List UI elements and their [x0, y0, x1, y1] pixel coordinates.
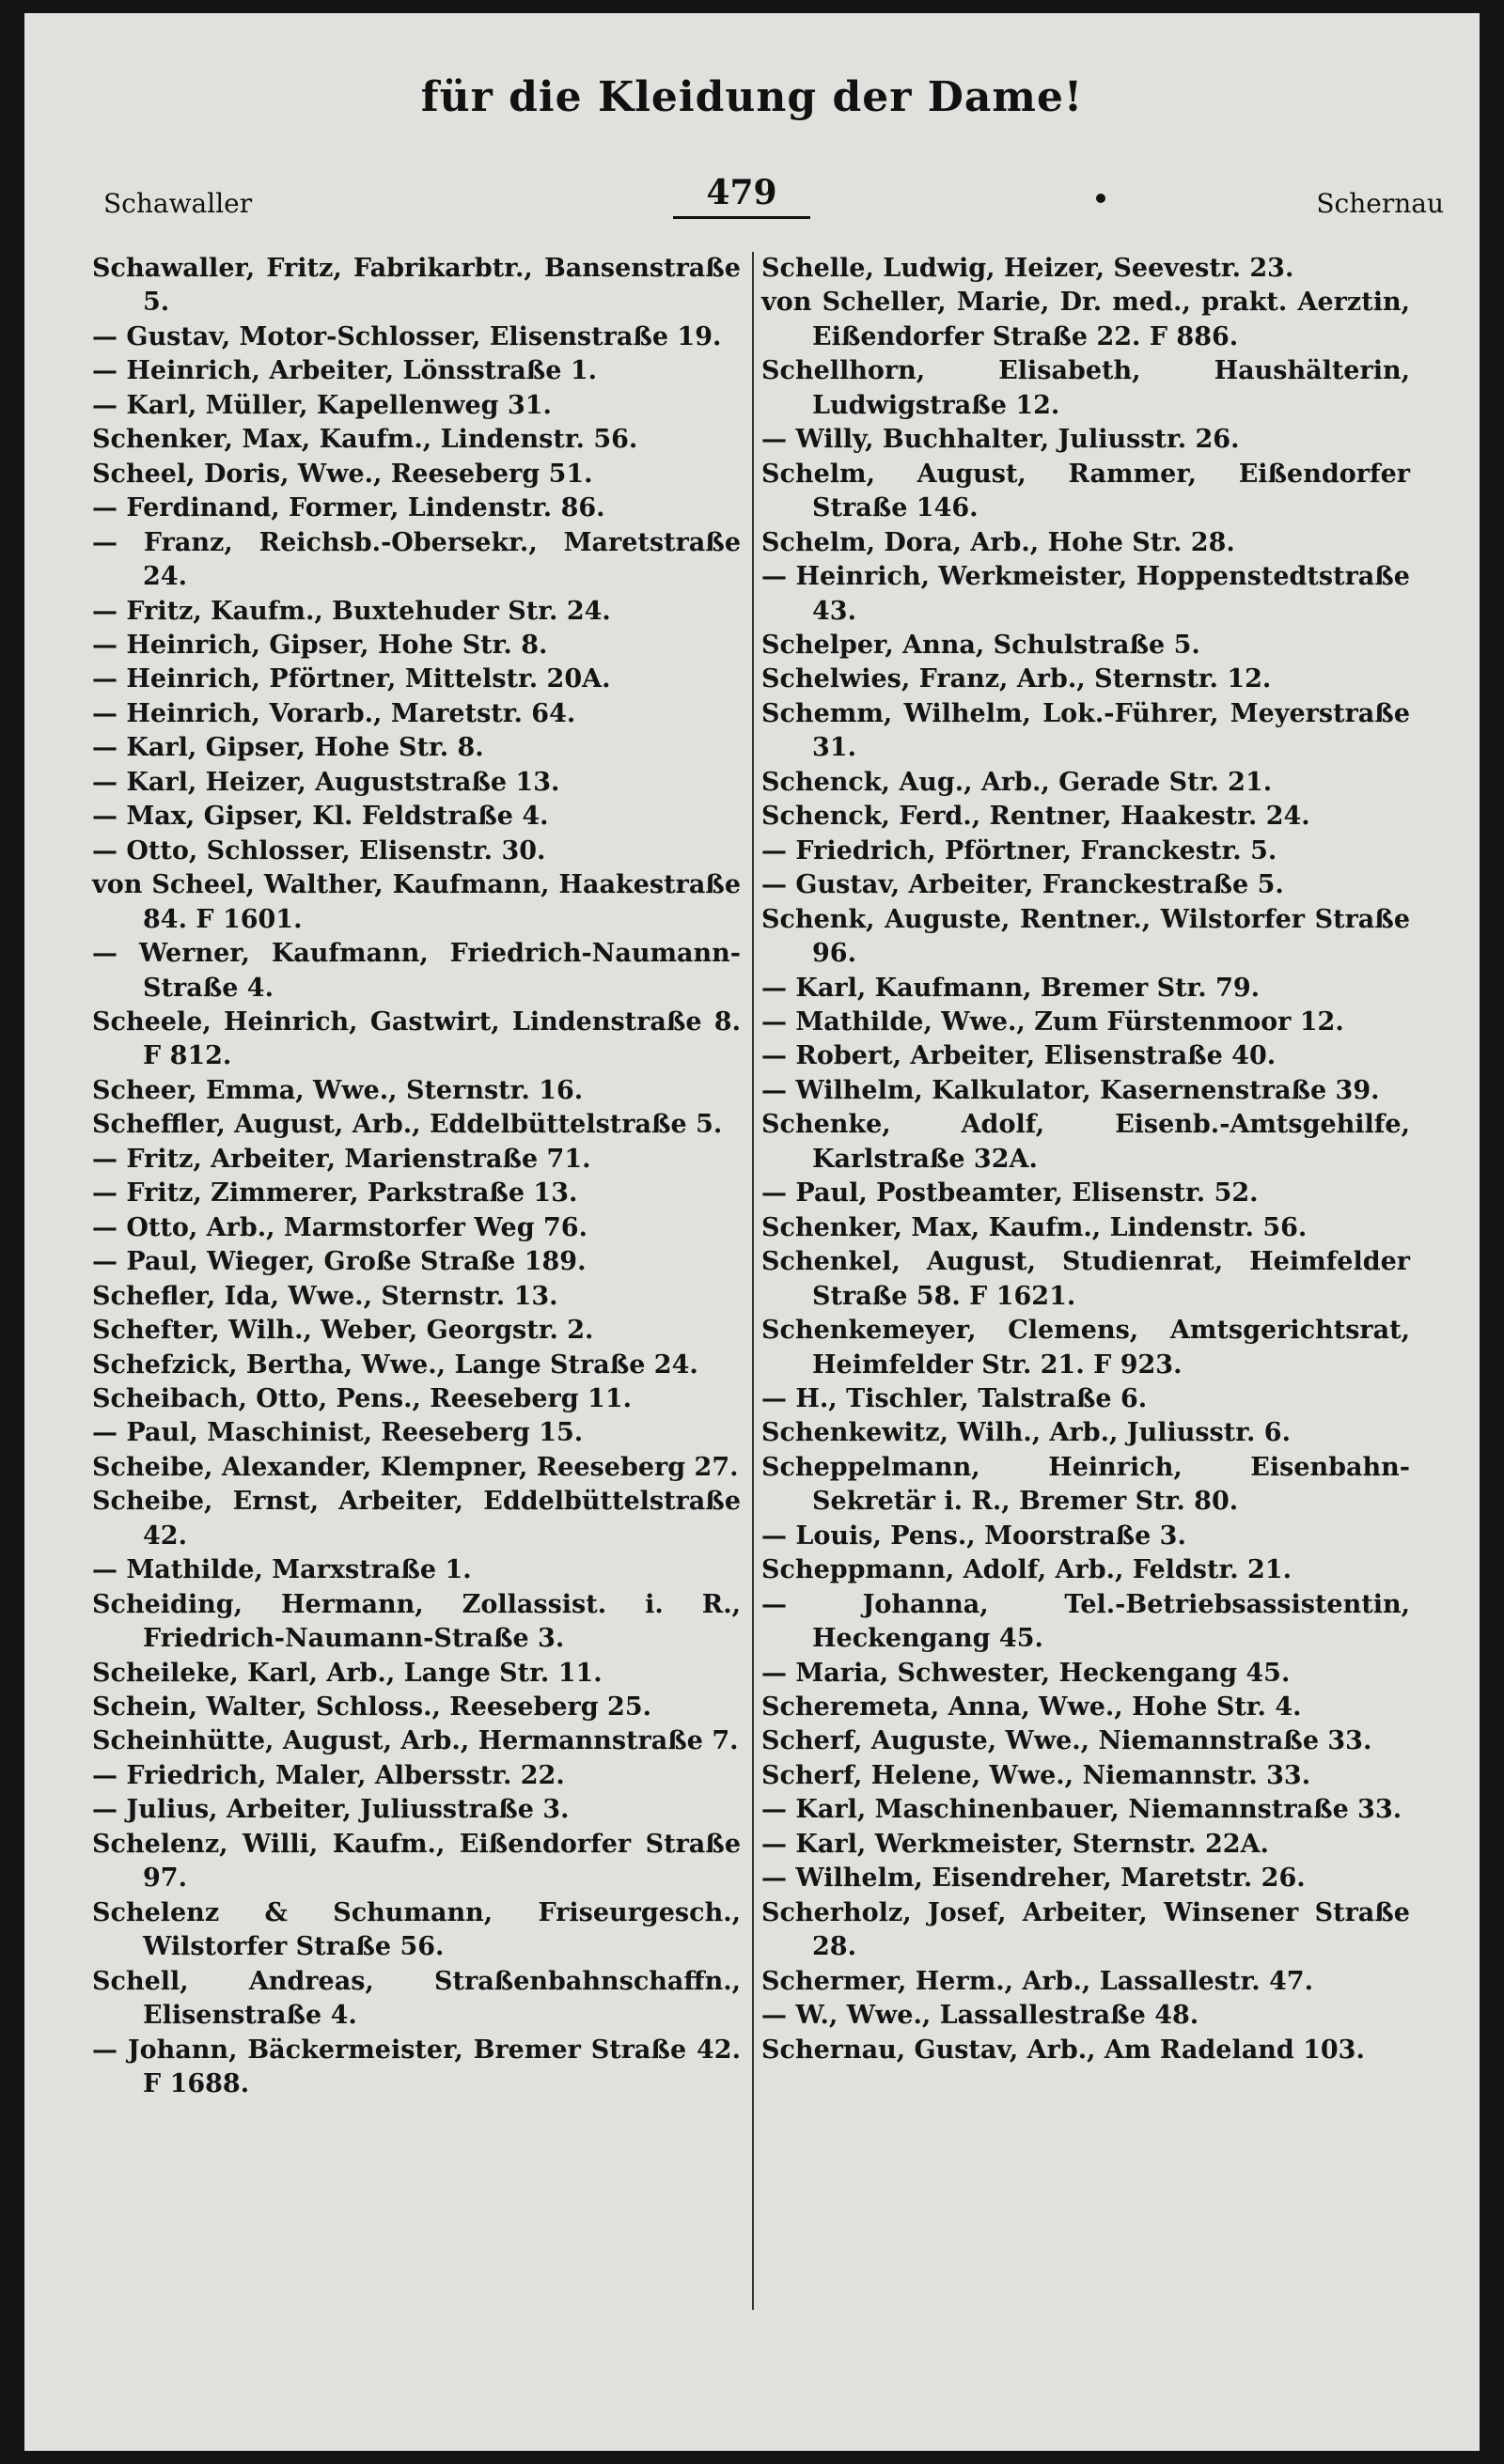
directory-entry: — Otto, Arb., Marmstorfer Weg 76.: [92, 1212, 588, 1242]
directory-entry: — Gustav, Motor-Schlosser, Elisenstraße 19.: [92, 321, 722, 351]
directory-entry: Schell, Andreas, Straßenbahnschaffn., Elisenstraße 4.: [92, 1966, 741, 2031]
directory-entry: Schermer, Herm., Arb., Lassallestr. 47.: [761, 1966, 1313, 1996]
directory-entry: — Fritz, Kaufm., Buxtehuder Str. 24.: [92, 596, 611, 626]
directory-entry: — Heinrich, Pförtner, Mittelstr. 20A.: [92, 664, 611, 694]
right-column: [761, 252, 1410, 2067]
directory-entry: — Friedrich, Pförtner, Franckestr. 5.: [761, 835, 1277, 866]
directory-entry: — Paul, Postbeamter, Elisenstr. 52.: [761, 1178, 1259, 1209]
directory-entry: Scheinhütte, August, Arb., Hermannstraße 7.: [92, 1726, 739, 1756]
directory-entry: Schelm, August, Rammer, Eißendorfer Straße 146.: [761, 459, 1410, 523]
header-dot: [1096, 194, 1105, 203]
directory-entry: Schefler, Ida, Wwe., Sternstr. 13.: [92, 1281, 558, 1311]
directory-entry: Schenkemeyer, Clemens, Amtsgerichtsrat, Heimfelder Str. 21. F 923.: [761, 1316, 1410, 1380]
directory-entry: Scheibach, Otto, Pens., Reeseberg 11.: [92, 1383, 633, 1413]
running-head-left: Schawaller: [103, 188, 253, 219]
directory-entry: von Scheel, Walther, Kaufmann, Haakestraße 84. F 1601.: [92, 870, 741, 934]
directory-entry: Schenck, Ferd., Rentner, Haakestr. 24.: [761, 802, 1310, 832]
column-divider: [752, 252, 754, 2310]
directory-entry: — Werner, Kaufmann, Friedrich-Naumann-Straße 4.: [92, 939, 741, 1003]
directory-entry: — Heinrich, Vorarb., Maretstr. 64.: [92, 698, 576, 728]
directory-entry: Scheibe, Ernst, Arbeiter, Eddelbüttelstraße 42.: [92, 1487, 741, 1551]
directory-entry: Schelper, Anna, Schulstraße 5.: [761, 630, 1200, 660]
directory-entry: — Johanna, Tel.-Betriebsassistentin, Heckengang 45.: [761, 1589, 1410, 1654]
directory-entry: Schenk, Auguste, Rentner., Wilstorfer Straße 96.: [761, 904, 1410, 969]
page-header: [24, 173, 1480, 229]
directory-entry: — Otto, Schlosser, Elisenstr. 30.: [92, 835, 546, 866]
directory-entry: Schenkel, August, Studienrat, Heimfelder Straße 58. F 1621.: [761, 1247, 1410, 1311]
running-head-right: Schernau: [1316, 188, 1444, 219]
directory-entry: Schefzick, Bertha, Wwe., Lange Straße 24.: [92, 1349, 698, 1380]
directory-entry: — Willy, Buchhalter, Juliusstr. 26.: [761, 425, 1240, 455]
directory-entry: — Max, Gipser, Kl. Feldstraße 4.: [92, 802, 549, 832]
directory-entry: Schelm, Dora, Arb., Hohe Str. 28.: [761, 527, 1235, 557]
directory-entry: Scheibe, Alexander, Klempner, Reeseberg 27.: [92, 1452, 739, 1482]
directory-entry: — Franz, Reichsb.-Obersekr., Maretstraße 24.: [92, 527, 741, 592]
directory-entry: — Karl, Maschinenbauer, Niemannstraße 33.: [761, 1795, 1402, 1825]
directory-entry: — Wilhelm, Eisendreher, Maretstr. 26.: [761, 1864, 1306, 1894]
directory-entry: Scheel, Doris, Wwe., Reeseberg 51.: [92, 459, 593, 489]
directory-entry: Scheer, Emma, Wwe., Sternstr. 16.: [92, 1075, 584, 1105]
directory-entry: Schemm, Wilhelm, Lok.-Führer, Meyerstraße 31.: [761, 698, 1410, 763]
directory-entry: Schefter, Wilh., Weber, Georgstr. 2.: [92, 1316, 594, 1346]
directory-entry: — Karl, Werkmeister, Sternstr. 22A.: [761, 1829, 1269, 1859]
directory-entry: Scherholz, Josef, Arbeiter, Winsener Straße 28.: [761, 1897, 1410, 1962]
directory-entry: — Mathilde, Marxstraße 1.: [92, 1555, 472, 1585]
directory-entry: Schenkewitz, Wilh., Arb., Juliusstr. 6.: [761, 1418, 1291, 1448]
directory-entry: Scheffler, August, Arb., Eddelbüttelstraße 5.: [92, 1110, 723, 1140]
directory-entry: — Julius, Arbeiter, Juliusstraße 3.: [92, 1795, 570, 1825]
directory-entry: — Karl, Müller, Kapellenweg 31.: [92, 390, 552, 420]
directory-entry: Scherf, Auguste, Wwe., Niemannstraße 33.: [761, 1726, 1372, 1756]
directory-entry: — Gustav, Arbeiter, Franckestraße 5.: [761, 870, 1284, 900]
directory-entry: Schawaller, Fritz, Fabrikarbtr., Bansenstraße 5.: [92, 254, 741, 318]
directory-entry: Scheiding, Hermann, Zollassist. i. R., Friedrich-Naumann-Straße 3.: [92, 1589, 741, 1654]
directory-entry: — Maria, Schwester, Heckengang 45.: [761, 1658, 1291, 1688]
directory-entry: — Robert, Arbeiter, Elisenstraße 40.: [761, 1041, 1277, 1071]
directory-entry: Schellhorn, Elisabeth, Haushälterin, Ludwigstraße 12.: [761, 356, 1410, 420]
directory-entry: — Karl, Heizer, Auguststraße 13.: [92, 767, 560, 797]
directory-entry: — Fritz, Zimmerer, Parkstraße 13.: [92, 1178, 578, 1209]
directory-entry: — Louis, Pens., Moorstraße 3.: [761, 1521, 1186, 1551]
directory-entry: — Heinrich, Gipser, Hohe Str. 8.: [92, 630, 548, 660]
directory-entry: Scheileke, Karl, Arb., Lange Str. 11.: [92, 1658, 603, 1688]
directory-entry: Schelenz & Schumann, Friseurgesch., Wilstorfer Straße 56.: [92, 1897, 741, 1962]
directory-entry: — Heinrich, Werkmeister, Hoppenstedtstraße 43.: [761, 562, 1410, 626]
directory-entry: Scheppmann, Adolf, Arb., Feldstr. 21.: [761, 1555, 1292, 1585]
directory-entry: — Karl, Kaufmann, Bremer Str. 79.: [761, 973, 1261, 1003]
directory-entry: Schelle, Ludwig, Heizer, Seevestr. 23.: [761, 254, 1294, 283]
left-column: [92, 252, 741, 2101]
directory-entry: Schenke, Adolf, Eisenb.-Amtsgehilfe, Karlstraße 32A.: [761, 1110, 1410, 1174]
directory-entry: Scheremeta, Anna, Wwe., Hohe Str. 4.: [761, 1692, 1302, 1723]
directory-entry: — Friedrich, Maler, Albersstr. 22.: [92, 1760, 565, 1790]
directory-entry: — W., Wwe., Lassallestraße 48.: [761, 2001, 1199, 2031]
directory-entry: — Mathilde, Wwe., Zum Fürstenmoor 12.: [761, 1006, 1344, 1037]
directory-entry: Schernau, Gustav, Arb., Am Radeland 103.: [761, 2035, 1365, 2065]
directory-entry: — Ferdinand, Former, Lindenstr. 86.: [92, 493, 605, 523]
directory-entry: Scheppelmann, Heinrich, Eisenbahn-Sekretär i. R., Bremer Str. 80.: [761, 1452, 1410, 1517]
directory-entry: Schenker, Max, Kaufm., Lindenstr. 56.: [761, 1212, 1308, 1242]
directory-entry: Schelwies, Franz, Arb., Sternstr. 12.: [761, 664, 1272, 694]
directory-entry: — Fritz, Arbeiter, Marienstraße 71.: [92, 1144, 591, 1174]
directory-entry: — Paul, Wieger, Große Straße 189.: [92, 1247, 587, 1277]
directory-entry: — H., Tischler, Talstraße 6.: [761, 1383, 1148, 1413]
page-number: 479: [673, 173, 810, 219]
directory-entry: — Johann, Bäckermeister, Bremer Straße 42. F 1688.: [92, 2035, 741, 2099]
directory-entry: — Wilhelm, Kalkulator, Kasernenstraße 39.: [761, 1075, 1380, 1105]
directory-entry: Schenck, Aug., Arb., Gerade Str. 21.: [761, 767, 1273, 797]
directory-entry: — Heinrich, Arbeiter, Lönsstraße 1.: [92, 356, 598, 386]
directory-entry: Scheele, Heinrich, Gastwirt, Lindenstraße 8. F 812.: [92, 1006, 741, 1071]
directory-entry: — Paul, Maschinist, Reeseberg 15.: [92, 1418, 584, 1448]
directory-entry: Schenker, Max, Kaufm., Lindenstr. 56.: [92, 425, 638, 455]
directory-entry: Scherf, Helene, Wwe., Niemannstr. 33.: [761, 1760, 1311, 1790]
directory-page: [24, 13, 1480, 2451]
directory-entry: — Karl, Gipser, Hohe Str. 8.: [92, 733, 484, 763]
directory-entry: von Scheller, Marie, Dr. med., prakt. Aerztin, Eißendorfer Straße 22. F 886.: [761, 288, 1410, 351]
directory-entry: Schein, Walter, Schloss., Reeseberg 25.: [92, 1692, 652, 1723]
directory-entry: Schelenz, Willi, Kaufm., Eißendorfer Straße 97.: [92, 1829, 741, 1894]
page-banner: für die Kleidung der Dame!: [420, 73, 1084, 121]
